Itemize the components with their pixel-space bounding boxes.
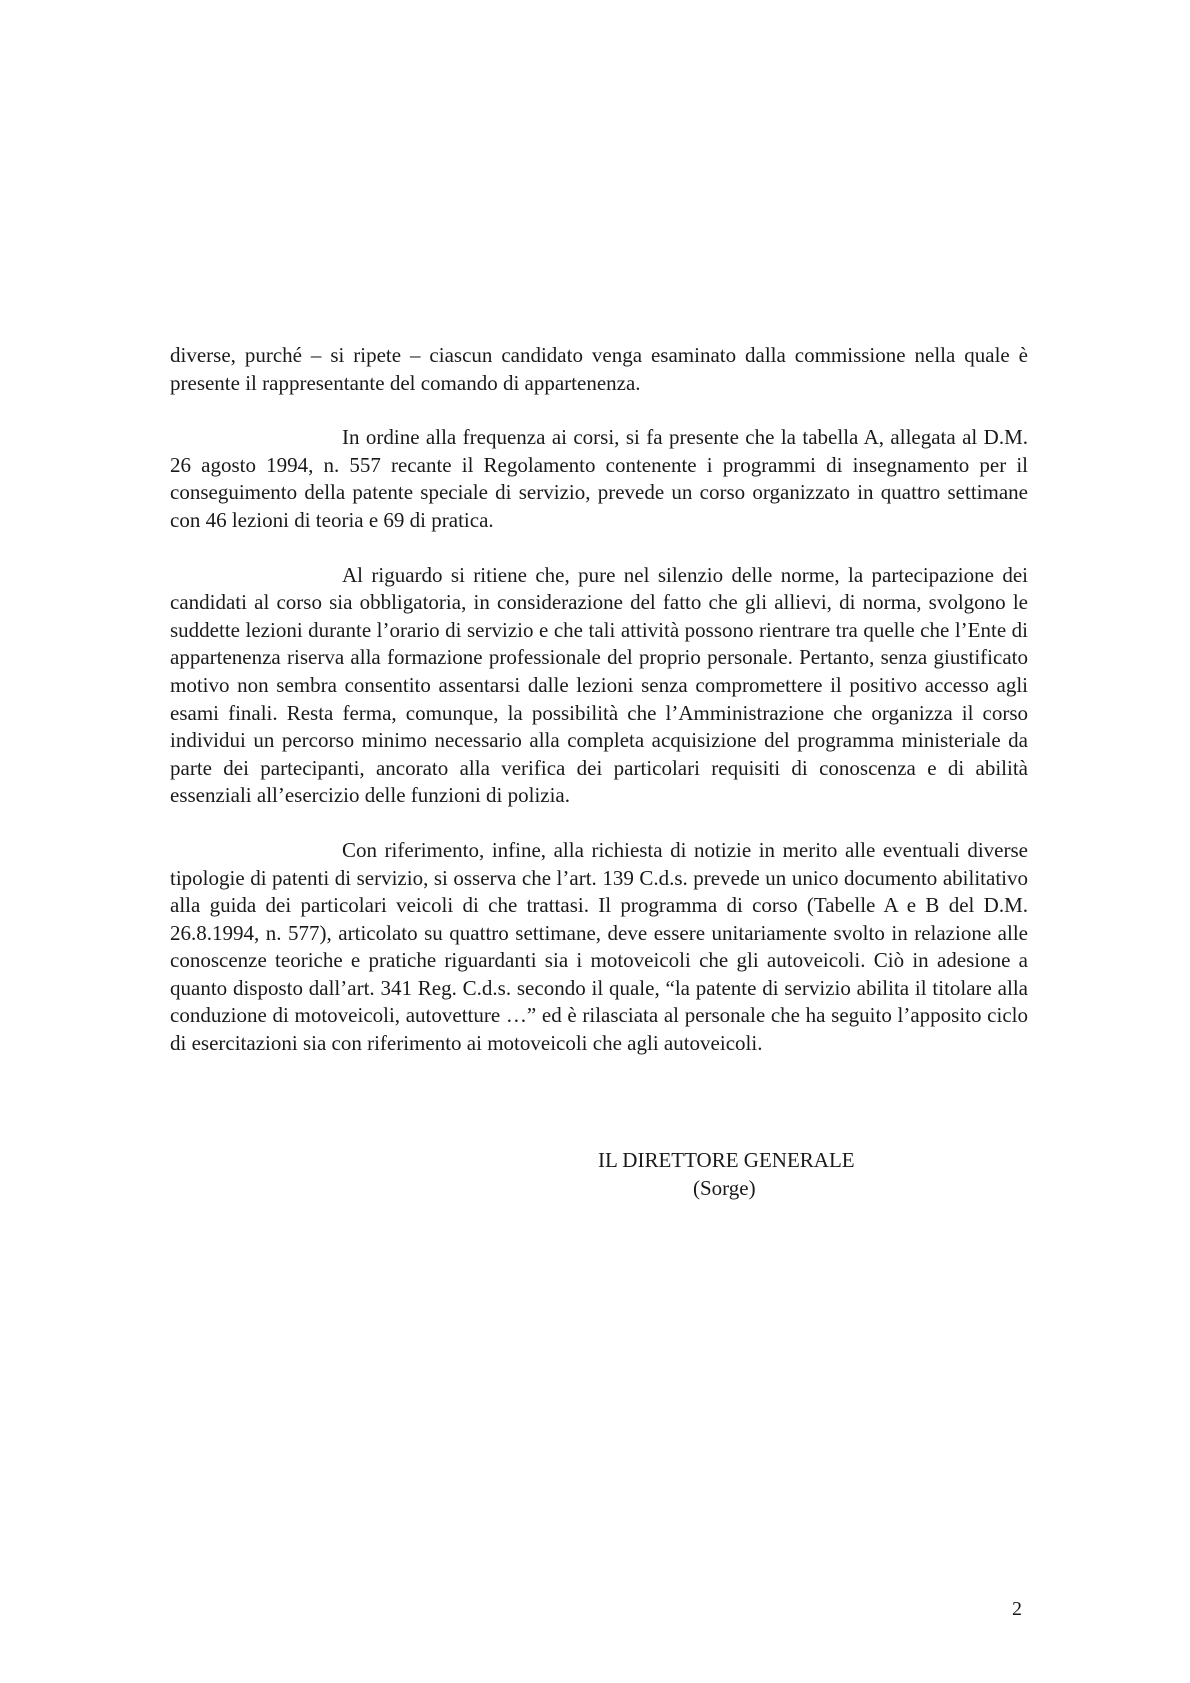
- page-number: 2: [1012, 1598, 1022, 1620]
- paragraph-mandatory-participation: Al riguardo si ritiene che, pure nel silenzio delle norme, la partecipazione dei candidati al corso sia obbligatoria, in considerazione del fatto che gli allievi, di norma, svolgono le suddette lezioni durante l’orario di servizio e che tali attività possono rientrare tra quelle che l’Ente di appartenenza riserva alla formazione professionale del proprio personale. Pertanto, senza giustificato motivo non sembra consentito assentarsi dalle lezioni senza compromettere il positivo accesso agli esami finali. Resta ferma, comunque, la possibilità che l’Amministrazione che organizza il corso individui un percorso minimo necessario alla completa acquisizione del programma ministeriale da parte dei partecipanti, ancorato alla verifica dei particolari requisiti di conoscenza e di abilità essenziali all’esercizio delle funzioni di polizia.: [170, 562, 1028, 808]
- signatory-name: (Sorge): [693, 1176, 756, 1200]
- document-body: [170, 342, 1028, 1085]
- paragraph-continuation: diverse, purché – si ripete – ciascun candidato venga esaminato dalla commissione nella quale è presente il rappresentante del comando di appartenenza.: [170, 343, 1028, 395]
- signature-block: [590, 1146, 910, 1202]
- paragraph-course-attendance: In ordine alla frequenza ai corsi, si fa presente che la tabella A, allegata al D.M. 26 agosto 1994, n. 557 recante il Regolamento contenente i programmi di insegnamento per il conseguimento della patente speciale di servizio, prevede un corso organizzato in quattro settimane con 46 lezioni di teoria e 69 di pratica.: [170, 425, 1028, 532]
- paragraph-license-types: Con riferimento, infine, alla richiesta di notizie in merito alle eventuali diverse tipologie di patenti di servizio, si osserva che l’art. 139 C.d.s. prevede un unico documento abilitativo alla guida dei particolari veicoli di che trattasi. Il programma di corso (Tabelle A e B del D.M. 26.8.1994, n. 577), articolato su quattro settimane, deve essere unitariamente svolto in relazione alle conoscenze teoriche e pratiche riguardanti sia i motoveicoli che gli autoveicoli. Ciò in adesione a quanto disposto dall’art. 341 Reg. C.d.s. secondo il quale, “la patente di servizio abilita il titolare alla conduzione di motoveicoli, autovetture …” ed è rilasciata al personale che ha seguito l’apposito ciclo di esercitazioni sia con riferimento ai motoveicoli che agli autoveicoli.: [170, 837, 1028, 1056]
- signatory-title: IL DIRETTORE GENERALE: [598, 1148, 855, 1172]
